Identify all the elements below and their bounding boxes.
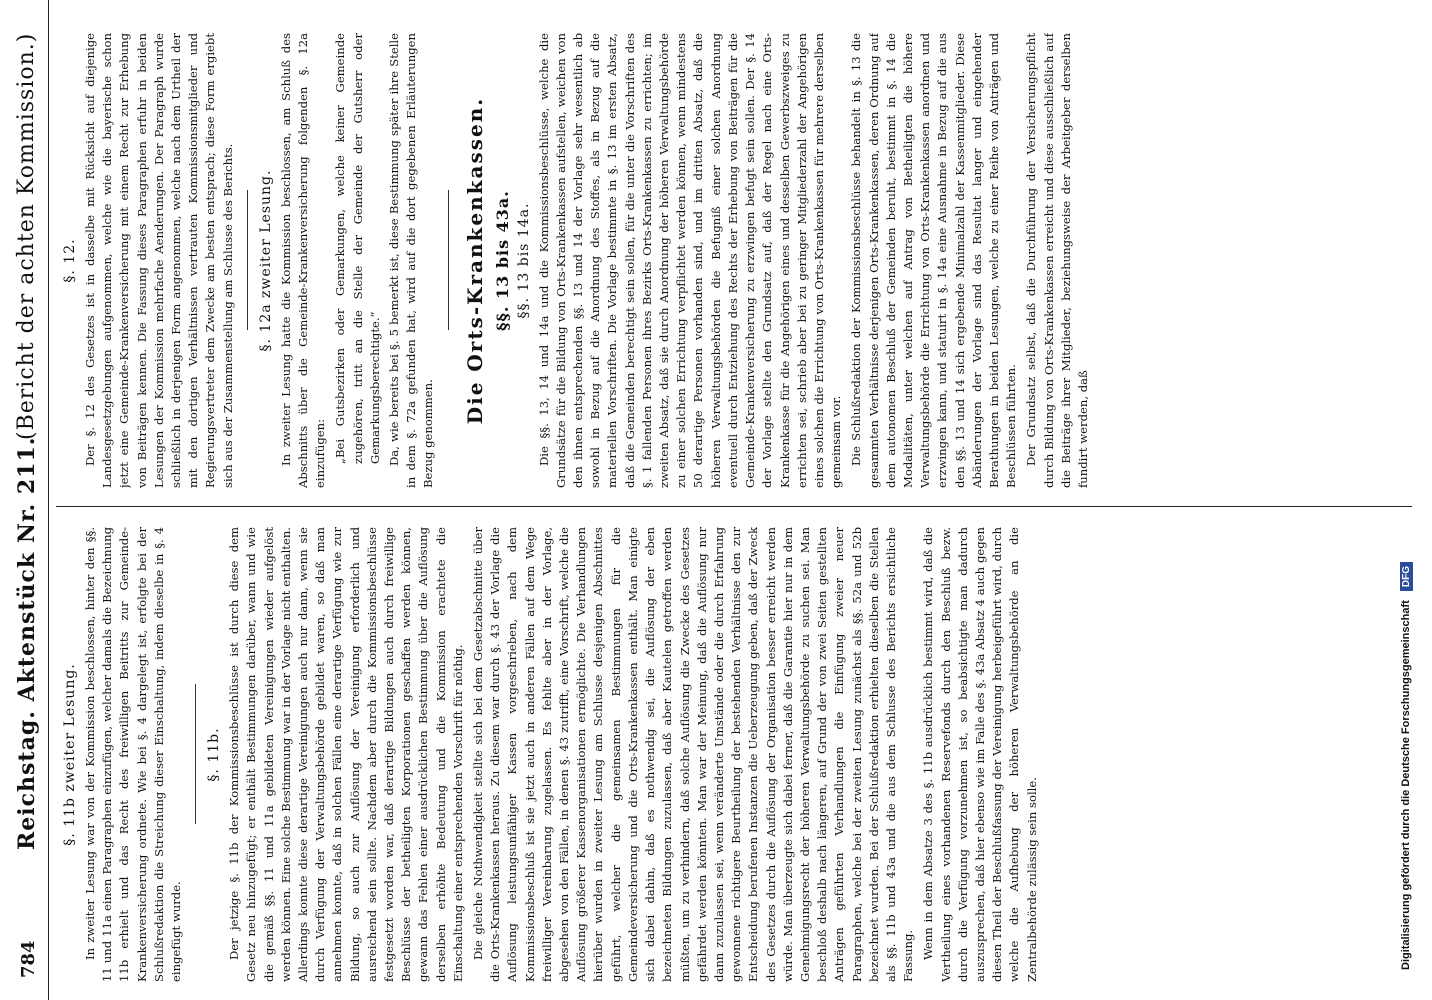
digitization-footer xyxy=(1400,30,1413,970)
page-number: 784 xyxy=(18,940,39,978)
section-heading-11b: §. 11b. xyxy=(206,727,223,782)
paragraph: Wenn in dem Absatze 3 des §. 11b ausdrücklich bestimmt wird, daß die Vertheilung eines vorhandenen Reservefonds durch den Beschluß bezw. durch die Verfügung vorzunehmen ist, so beabsichtigte man dadurch auszusprechen, daß hier ebenso wie im Falle des §. 43a Absatz 4 auch gegen diesen Theil der Beschlußfassung der Vereinigung herbeigeführt wird, durch welche die Aufhebung der höheren Verwaltungsbehörde an die Zentralbehörde zulässig sein solle. xyxy=(921,527,1039,982)
section-heading-12a: §. 12a zweiter Lesung. xyxy=(257,169,274,352)
left-column xyxy=(58,527,1412,982)
right-column xyxy=(58,33,1412,488)
page-header xyxy=(8,0,49,1000)
part-heading: Die Orts-Krankenkassen. xyxy=(462,96,487,425)
column-divider xyxy=(56,506,1412,507)
paragraph: Die Schlußredaktion der Kommissionsbeschlüsse behandelt in §. 13 die gesammten Verhältnisse derjenigen Orts-Krankenkassen, deren Ordnung auf dem autonomen Beschluß der Gemeinden beruht, bestimmt in §. 14 die Modalitäten, unter welchen auf Antrag von Betheiligten die höhere Verwaltungsbehörde die Errichtung von Orts-Krankenkassen anordnen und erzwingen kann, und statuirt in §. 14a eine Ausnahme in Bezug auf die aus den §§. 13 und 14 sich ergebende Minimalzahl der Kassenmitglieder. Diese Abänderungen der Vorlage sind das Resultat langer und eingehender Berathungen in beiden Lesungen, welche zu einer Reihe von Anträgen und Beschlüssen führten. xyxy=(849,33,1019,488)
quoted-provision: „Bei Gutsbezirken oder Gemarkungen, welche keiner Gemeinde zugehören, tritt an die Stelle der Gemeinde der Gutsherr oder Gemarkungsberechtigte.“ xyxy=(333,33,382,464)
paragraph: Da, wie bereits bei §. 5 bemerkt ist, diese Bestimmung später ihre Stelle in dem §. 72a gefunden hat, wird auf die dort gegebenen Erläuterungen Bezug genommen. xyxy=(387,33,436,488)
divider xyxy=(247,191,248,331)
paragraph: Der jetzige §. 11b der Kommissionsbeschlüsse ist durch diese dem Gesetz neu hinzugefügt; er enthält Bestimmungen darüber, wann und wie die gemäß §§. 11 und 11a gebildeten Vereinigungen wieder aufgelöst werden können. Eine solche Bestimmung war in der Vorlage nicht enthalten. Allerdings konnte diese derartige Vereinigungen auch nur dann, wenn sie durch Verfügung der Verwaltungsbehörde gebildet waren, so daß man annehmen konnte, daß in solchen Fällen eine derartige Verfügung wie zur Bildung, so auch zur Auflösung der Vereinigung erforderlich und ausreichend sein sollte. Nachdem aber durch die Kommissionsbeschlüsse festgesetzt worden war, daß derartige Bildungen auch durch freiwillige Beschlüsse der betheiligten Korporationen geschaffen werden können, gewann das Fehlen einer ausdrücklichen Bestimmung über die Auflösung derselben erhöhte Bedeutung und die Kommission erachtete die Einschaltung einer entsprechenden Vorschrift für nöthig. xyxy=(227,527,465,982)
paragraph: Die gleiche Nothwendigkeit stellte sich bei dem Gesetzabschnitte über die Orts-Krankenkassen heraus. Zu diesem war durch §. 43 der Vorlage die Auflösung leistungsunfähiger Kassen vorgeschrieben, nach dem Kommissionsbeschluß ist sie jetzt auch in anderen Fällen auf dem Wege freiwilliger Vereinbarung zugelassen. Es fehlte aber in der Vorlage, abgesehen von den Fällen, in denen §. 43 zutrifft, eine Vorschrift, welche die Auflösung größerer Kassenorganisationen ermöglichte. Die Verhandlungen hierüber wurden in zweiter Lesung am Schlusse desjenigen Abschnittes geführt, welcher die gemeinsamen Bestimmungen für die Gemeindeversicherung und die Orts-Krankenkassen enthält. Man einigte sich dabei dahin, daß es nothwendig sei, die Auflösung der eben bezeichneten Bildungen zuzulassen, daß aber Kautelen getroffen werden müßten, um zu verhindern, daß solche Auflösung die Zwecke des Gesetzes gefährdet werden könnten. Man war der Meinung, daß die Auflösung nur dann zuzulassen sei, wenn veränderte Umstände oder die durch Erfahrung gewonnene richtigere Beurtheilung der bestehenden Verhältnisse den zur Entscheidung berufenen Instanzen die Ueberzeugung geben, daß der Zweck des Gesetzes durch die Auflösung der Organisation besser erreicht werden würde. Man überzeugte sich dabei ferner, daß die Garantie hier nur in dem Genehmigungsrecht der höheren Verwaltungsbehörde zu suchen sei. Man beschloß deshalb nach längeren, auf Grund der von zwei Seiten gestellten Anträgen geführten Verhandlungen die Einfügung zweier neuer Paragraphen, welche bei der zweiten Lesung zunächst als §§. 52a und 52b bezeichnet wurden. Bei der Schlußredaktion erhielten dieselben die Stellen als §§. 11b und 43a und die aus dem Schlusse des Berichts ersichtliche Fassung. xyxy=(471,527,916,982)
paragraph: In zweiter Lesung hatte die Kommission beschlossen, am Schluß des Abschnitts über die Gemeinde-Krankenversicherung folgenden §. 12a einzufügen: xyxy=(278,33,328,488)
divider xyxy=(195,685,196,825)
header-title-right: (Bericht der achten Kommission.) xyxy=(14,32,39,440)
paragraph: Der §. 12 des Gesetzes ist in dasselbe mit Rücksicht auf diejenige Landesgesetzgebungen aufgenommen, welche wie die bayerische schon jetzt eine Gemeinde-Krankenversicherung mit einem Recht zur Erhebung von Beiträgen kennen. Die Fassung dieses Paragraphen erfuhr in beiden Lesungen der Kommission mehrfache Aenderungen. Der Paragraph wurde schließlich in derjenigen Form angenommen, welche nach dem Urtheil der mit den dortigen Verhältnissen vertrauten Kommissionsmitglieder und Regierungsvertreter dem Zwecke am besten entsprach; diese Form ergiebt sich aus der Zusammenstellung am Schlusse des Berichts. xyxy=(83,33,235,488)
paragraph: Die §§. 13, 14 und 14a und die Kommissionsbeschlüsse, welche die Grundsätze für die Bildung von Orts-Krankenkassen aufstellen, weichen von den ihnen entsprechenden §§. 13 und 14 der Vorlage sehr wesentlich ab sowohl in Bezug auf die Anordnung des Stoffes, als in Bezug auf die materiellen Vorschriften. Die Vorlage bestimmte in §. 13 im ersten Absatz, daß die Gemeinden berechtigt sein sollen, für die unter die Vorschriften des §. 1 fallenden Personen ihres Bezirks Orts-Krankenkassen zu errichten; im zweiten Absatz, daß sie durch Anordnung der höheren Verwaltungsbehörde zu einer solchen Errichtung verpflichtet werden können, wenn mindestens 50 derartige Personen vorhanden sind, und im dritten Absatz, daß die höheren Verwaltungsbehörden die Befugniß einer solchen Anordnung eventuell durch Entziehung des Rechts der Erhebung von Beiträgen für die Gemeinde-Krankenversicherung zu erzwingen befugt sein sollen. Der §. 14 der Vorlage stellte den Grundsatz auf, daß der Regel nach eine Orts-Krankenkasse für die Angehörigen eines und desselben Gewerbszweiges zu errichten sei, schrieb aber bei zu geringer Mitgliederzahl der Angehörigen eines solchen die Errichtung von Orts-Krankenkassen für mehrere derselben gemeinsam vor. xyxy=(536,33,844,488)
subsection-heading: §§. 13 bis 14a. xyxy=(515,202,532,319)
paragraph: In zweiter Lesung war von der Kommission beschlossen, hinter den §§. 11 und 11a einen Paragraphen einzufügen, welcher damals die Bezeichnung 11b erhielt und das Recht des freiwilligen Beitritts zur Gemeinde-Krankenversicherung ordnete. Wie bei §. 4 dargelegt ist, erfolgte bei der Schlußredaktion die Streichung dieser Einschaltung, indem dieselbe in §. 4 eingefügt wurde. xyxy=(83,527,184,982)
section-heading-12: §. 12. xyxy=(62,238,78,283)
dfg-logo: DFG xyxy=(1400,562,1413,591)
section-heading-11b-second-reading: §. 11b zweiter Lesung. xyxy=(62,663,78,846)
divider xyxy=(448,191,449,331)
header-title-left: Reichstag. Aktenstück Nr. 211. xyxy=(14,436,40,850)
sections-range-heading: §§. 13 bis 43a. xyxy=(492,190,512,331)
paragraph: Der Grundsatz selbst, daß die Durchführung der Versicherungspflicht durch Bildung von Orts-Krankenkassen erreicht und diese ausschließlich auf die Beiträge ihrer Mitglieder, beziehungsweise der Arbeitgeber derselben fundirt werden, daß xyxy=(1024,33,1090,488)
digitization-note: Digitalisierung gefördert durch die Deutsche Forschungsgemeinschaft xyxy=(1400,600,1412,970)
